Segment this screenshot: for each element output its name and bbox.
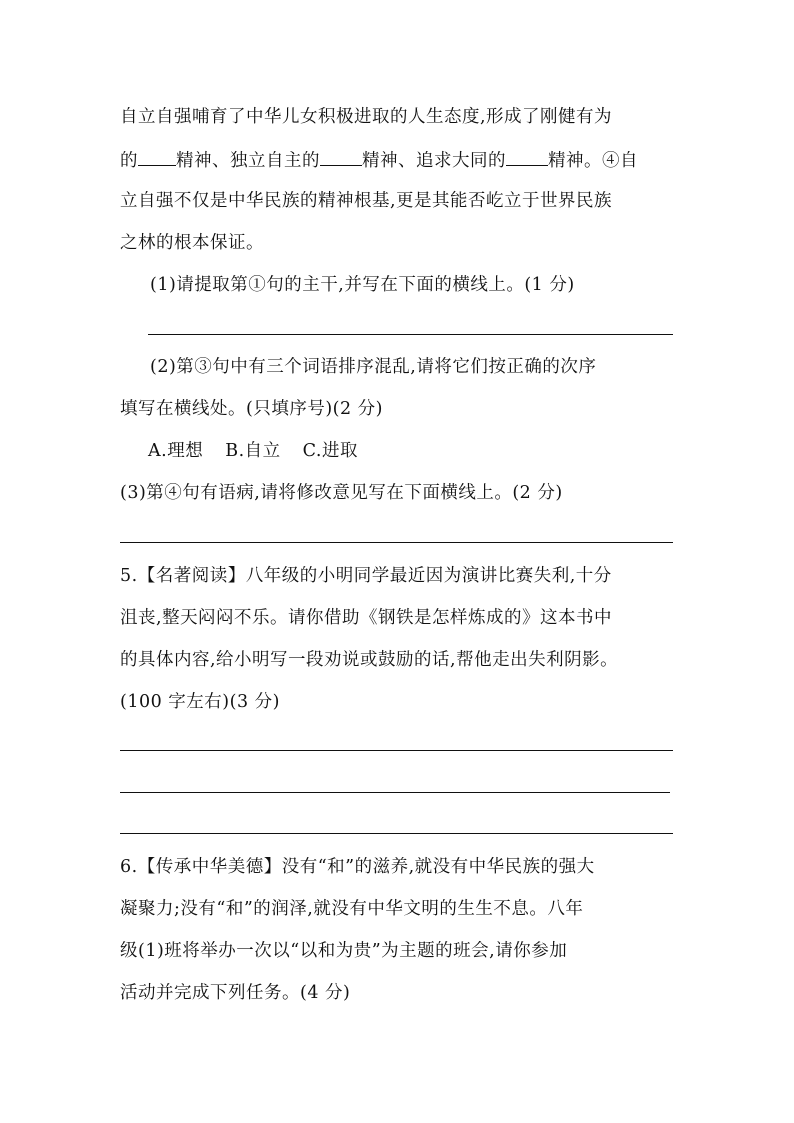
answer-blank-3[interactable] [506,147,548,166]
question-6-line-2: 凝聚力;没有“和”的润泽,就没有中华文明的生生不息。八年 [120,899,584,919]
question-5-line-1: 5.【名著阅读】八年级的小明同学最近因为演讲比赛失利,十分 [120,566,612,586]
answer-blank-1[interactable] [138,147,176,166]
question-5-answer-line-3[interactable] [120,833,673,834]
passage-line-3: 立自强不仅是中华民族的精神根基,更是其能否屹立于世界民族 [120,191,613,211]
option-b: B.自立 [225,441,281,461]
question-5-line-3: 的具体内容,给小明写一段劝说或鼓励的话,帮他走出失利阴影。 [120,650,619,670]
question-6-line-1: 6.【传承中华美德】没有“和”的滋养,就没有中华民族的强大 [120,857,595,877]
answer-blank-2[interactable] [320,147,362,166]
question-5-line-4: (100 字左右)(3 分) [120,692,280,712]
question-5-answer-line-2[interactable] [120,792,670,793]
question-5-line-2: 沮丧,整天闷闷不乐。请你借助《钢铁是怎样炼成的》这本书中 [120,608,613,628]
question-6-line-3: 级(1)班将举办一次以“以和为贵”为主题的班会,请你参加 [120,941,568,961]
question-5-answer-line-1[interactable] [120,750,673,751]
question-1-answer-line[interactable] [148,334,673,335]
passage-line-4: 之林的根本保证。 [120,233,264,253]
passage-line-1: 自立自强哺育了中华儿女积极进取的人生态度,形成了刚健有为 [120,107,613,127]
question-3-answer-line[interactable] [120,542,673,543]
passage-line-2-part-d: 精神。④自 [548,151,638,171]
question-2-line-1: (2)第③句中有三个词语排序混乱,请将它们按正确的次序 [150,357,597,377]
option-c: C.进取 [302,441,358,461]
passage-line-2-part-a: 的 [120,151,138,171]
question-1-text: (1)请提取第①句的主干,并写在下面的横线上。(1 分) [150,275,575,295]
passage-line-2-part-c: 精神、追求大同的 [362,151,506,171]
question-6-line-4: 活动并完成下列任务。(4 分) [120,983,351,1003]
passage-line-2 [120,147,638,173]
passage-line-2-part-b: 精神、独立自主的 [176,151,320,171]
question-3-text: (3)第④句有语病,请将修改意见写在下面横线上。(2 分) [120,483,563,503]
option-a: A.理想 [148,441,204,461]
question-2-options [148,439,358,463]
question-2-line-2: 填写在横线处。(只填序号)(2 分) [120,399,384,419]
